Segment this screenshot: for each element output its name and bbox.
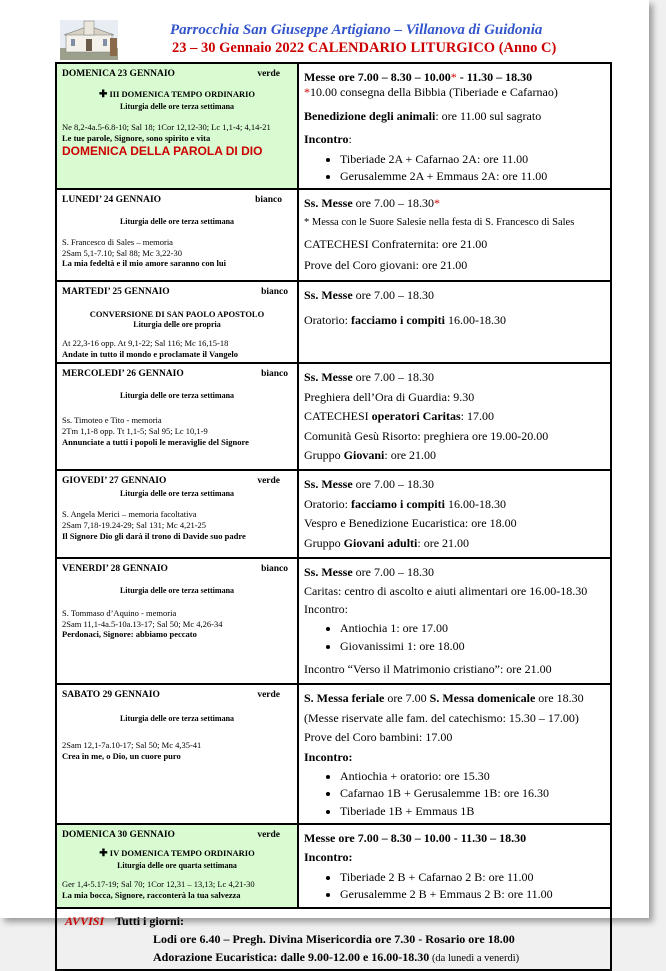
day-cell: [56, 189, 298, 280]
asterisk: *: [450, 70, 457, 84]
event-line: ore 7.00 – 18.30: [352, 565, 434, 579]
day-color: verde: [257, 830, 280, 841]
list-item: • Cafarnao 1B + Gerusalemme 1B: ore 16.30: [340, 785, 605, 802]
psalm: Perdonaci, Signore: abbiamo peccato: [62, 629, 197, 640]
day-date: MERCOLEDI’ 26 GENNAIO: [62, 369, 184, 380]
calendar-title-text: 23 – 30 Gennaio 2022 CALENDARIO LITURGICO: [172, 40, 496, 56]
day-cell: [56, 684, 298, 824]
readings: 2Sam 12,1-7a.10-17; Sal 50; Mc 4,35-41: [62, 740, 202, 751]
event-line: operatori Caritas: [371, 409, 461, 424]
table-row: [56, 470, 611, 558]
event-line: 10.00 consegna della Bibbia (Tiberiade e Cafarnao): [310, 85, 558, 100]
events-cell: [298, 189, 611, 280]
event-line: Giovani: [343, 448, 385, 463]
avvisi-label: AVVISI: [65, 913, 105, 928]
event-line: Messe ore 7.00 – 8.30 – 10.00 - 11.30 – 18.30: [304, 831, 527, 846]
liturgy-week: Liturgia delle ore quarta settimana: [117, 861, 237, 871]
table-row: [56, 363, 611, 470]
day-color: bianco: [261, 369, 288, 380]
day-color: verde: [257, 69, 280, 79]
event-line: Prove del Coro giovani: ore 21.00: [304, 258, 468, 273]
day-color: bianco: [261, 564, 288, 574]
day-color: bianco: [255, 195, 282, 206]
avvisi-adorazione: Adorazione Eucaristica: dalle 9.00-12.00 e 16.00-18.30: [153, 949, 430, 964]
day-cell: [56, 558, 298, 684]
event-line: Preghiera dell’Ora di Guardia: 9.30: [304, 389, 475, 404]
asterisk: *: [304, 85, 310, 100]
event-line: Ss. Messe: [304, 370, 353, 385]
list-item: • Giovanissimi 1: ore 18.00: [340, 638, 605, 655]
event-line: ore 18.30: [535, 691, 584, 706]
special-feast: DOMENICA DELLA PAROLA DI DIO: [62, 143, 263, 158]
psalm: Le tue parole, Signore, sono spirito e vita: [62, 133, 211, 143]
event-line: ore 7.00 – 18.30: [352, 287, 434, 302]
day-date: SABATO 29 GENNAIO: [62, 690, 160, 701]
table-row: [56, 189, 611, 280]
readings: 2Sam 7,18-19.24-29; Sal 131; Mc 4,21-25: [62, 519, 207, 530]
day-color: verde: [257, 690, 280, 701]
list-item: • Gerusalemme 2 B + Emmaus 2 B: ore 11.00: [340, 886, 605, 903]
feast-name: IV DOMENICA TEMPO ORDINARIO: [109, 847, 255, 858]
colon: :: [348, 132, 352, 147]
events-cell: [298, 558, 611, 684]
table-row: [56, 908, 611, 971]
day-date: DOMENICA 30 GENNAIO: [62, 830, 175, 841]
event-line: * Messa con le Suore Salesie nella festa di S. Francesco di Sales: [304, 216, 575, 228]
event-line: Giovani adulti: [343, 535, 418, 550]
event-line: CATECHESI Confraternita: ore 21.00: [304, 236, 488, 251]
psalm: Andate in tutto il mondo e proclamate il Vangelo: [62, 348, 238, 359]
list-item: • Tiberiade 2 B + Cafarnao 2 B: ore 11.00: [340, 869, 605, 886]
day-color: verde: [257, 476, 280, 487]
parish-title: Parrocchia San Giuseppe Artigiano – Villanova di Guidonia: [170, 22, 543, 38]
day-cell: [56, 363, 298, 470]
events-cell: [298, 470, 611, 558]
table-row: [56, 824, 611, 908]
event-line: Benedizione degli animali: [304, 108, 436, 123]
event-line: ore 7.00 – 18.30: [352, 477, 434, 492]
event-line: Incontro: [304, 132, 349, 147]
event-line: Incontro:: [304, 850, 353, 865]
event-line: : ore 21.00: [417, 535, 470, 550]
events-cell: [298, 63, 611, 189]
table-row: [56, 558, 611, 684]
event-line: ore 7.00: [384, 691, 430, 706]
event-line: Ss. Messe: [304, 565, 353, 579]
table-row: [56, 684, 611, 824]
calendar-title: [172, 40, 556, 57]
event-line: : 17.00: [460, 409, 494, 424]
event-line: CATECHESI: [304, 409, 372, 424]
cross-icon: ✚: [98, 88, 108, 100]
avvisi-cell: [56, 908, 611, 971]
event-list: [304, 869, 605, 904]
day-cell: [56, 824, 298, 908]
event-line: Ss. Messe: [304, 196, 353, 211]
event-line: Caritas: centro di ascolto e aiuti alimentari ore 16.00-18.30: [304, 584, 588, 599]
psalm: Annunciate a tutti i popoli le meraviglie del Signore: [62, 436, 249, 447]
readings: 2Sam 11,1-4a.5-10a.13-17; Sal 50; Mc 4,26-34: [62, 618, 223, 629]
event-line: Incontro:: [304, 749, 353, 764]
avvisi-lodi: Lodi ore 6.40 – Pregh. Divina Misericordia ore 7.30 - Rosario ore 18.00: [153, 931, 515, 946]
day-date: VENERDI’ 28 GENNAIO: [62, 564, 168, 574]
saint: S. Francesco di Sales – memoria: [62, 237, 173, 248]
event-line: (Messe riservate alle fam. del catechismo: 15.30 – 17.00): [304, 710, 579, 725]
readings: Ger 1,4-5.17-19; Sal 70; 1Cor 12,31 – 13,13; Lc 4,21-30: [62, 879, 255, 890]
calendar-table: [55, 62, 612, 971]
liturgy-week: Liturgia delle ore propria: [133, 320, 221, 330]
event-line: Prove del Coro bambini: 17.00: [304, 730, 453, 745]
day-date: MARTEDI’ 25 GENNAIO: [62, 286, 170, 297]
readings: 2Tm 1,1-8 opp. Tt 1,1-5; Sal 95; Lc 10,1-9: [62, 425, 208, 436]
events-cell: [298, 281, 611, 364]
event-line: ore 7.00 – 18.30: [352, 370, 434, 385]
day-date: DOMENICA 23 GENNAIO: [62, 69, 175, 79]
liturgy-week: Liturgia delle ore terza settimana: [119, 391, 235, 401]
day-date: LUNEDI’ 24 GENNAIO: [62, 195, 162, 206]
event-line: 16.00-18.30: [444, 496, 506, 511]
event-line: Oratorio:: [304, 313, 351, 328]
events-cell: [298, 684, 611, 824]
cross-icon: ✚: [99, 847, 108, 859]
liturgy-week: Liturgia delle ore terza settimana: [119, 714, 235, 724]
event-line: Incontro:: [304, 601, 348, 616]
event-line: Oratorio:: [304, 496, 351, 511]
table-row: [56, 63, 611, 189]
events-cell: [298, 824, 611, 908]
day-date: GIOVEDI’ 27 GENNAIO: [62, 476, 167, 487]
psalm: La mia fedeltà e il mio amore saranno con lui: [62, 258, 226, 269]
saint: S. Tommaso d’Aquino - memoria: [62, 607, 177, 618]
anno-label: (Anno C): [498, 40, 557, 56]
events-cell: [298, 363, 611, 470]
event-line: Vespro e Benedizione Eucaristica: ore 18.00: [304, 516, 517, 531]
event-line: Comunità Gesù Risorto: preghiera ore 19.00-20.00: [304, 428, 549, 443]
event-line: S. Messa domenicale: [429, 691, 536, 706]
psalm: Crea in me, o Dio, un cuore puro: [62, 750, 181, 761]
psalm: Il Signore Dio gli darà il trono di Davide suo padre: [62, 530, 246, 541]
event-line: : ore 11.00 sul sagrato: [435, 108, 542, 123]
liturgy-week: Liturgia delle ore terza settimana: [119, 585, 235, 595]
day-cell: [56, 470, 298, 558]
event-line: : ore 21.00: [384, 448, 437, 463]
psalm: La mia bocca, Signore, racconterà la tua salvezza: [62, 890, 241, 901]
liturgy-week: Liturgia delle ore terza settimana: [119, 217, 235, 227]
event-line: Ss. Messe: [304, 287, 353, 302]
event-line: facciamo i compiti: [351, 496, 445, 511]
event-line: 16.00-18.30: [444, 313, 506, 328]
readings: Ne 8,2-4a.5-6.8-10; Sal 18; 1Cor 12,12-30; Lc 1,1-4; 4,14-21: [62, 122, 271, 133]
event-line: - 11.30 – 18.30: [456, 70, 533, 84]
saint: S. Angela Merici – memoria facoltativa: [62, 509, 197, 520]
table-row: [56, 281, 611, 364]
readings: At 22,3-16 opp. At 9,1-22; Sal 116; Mc 16,15-18: [62, 338, 229, 349]
list-item: • Antiochia 1: ore 17.00: [340, 620, 605, 637]
event-list: [304, 768, 605, 820]
event-line: facciamo i compiti: [351, 313, 445, 328]
event-line: Ss. Messe: [304, 477, 353, 492]
list-item: • Gerusalemme 2A + Emmaus 2A: ore 11.00: [340, 168, 605, 185]
feast-name: CONVERSIONE DI SAN PAOLO APOSTOLO: [89, 308, 265, 319]
event-line: ore 7.00 – 18.30: [352, 196, 434, 211]
event-line: S. Messa feriale: [304, 691, 385, 706]
list-item: • Antiochia + oratorio: ore 15.30: [340, 768, 605, 785]
liturgy-week: Liturgia delle ore terza settimana: [119, 102, 235, 112]
feast-name: III DOMENICA TEMPO ORDINARIO: [109, 88, 256, 99]
avvisi-daily: Tutti i giorni:: [115, 913, 185, 928]
event-line: Gruppo: [304, 448, 344, 463]
event-list: [304, 620, 605, 655]
day-cell: [56, 281, 298, 364]
list-item: • Tiberiade 2A + Cafarnao 2A: ore 11.00: [340, 151, 605, 168]
liturgy-week: Liturgia delle ore terza settimana: [119, 489, 235, 499]
event-line: Gruppo: [304, 535, 344, 550]
event-line: Incontro “Verso il Matrimonio cristiano”: ore 21.00: [304, 661, 552, 676]
readings: 2Sam 5,1-7.10; Sal 88; Mc 3,22-30: [62, 247, 182, 258]
event-line: Messe ore 7.00 – 8.30 – 10.00: [304, 70, 451, 84]
day-color: bianco: [261, 286, 288, 297]
list-item: • Tiberiade 1B + Emmaus 1B: [340, 803, 605, 820]
day-cell: [56, 63, 298, 189]
asterisk: *: [434, 196, 440, 211]
avvisi-adorazione-note: (da lunedì a venerdì): [429, 952, 520, 964]
event-list: [304, 151, 605, 186]
saint: Ss. Timoteo e Tito - memoria: [62, 415, 162, 426]
church-logo: [60, 20, 118, 60]
